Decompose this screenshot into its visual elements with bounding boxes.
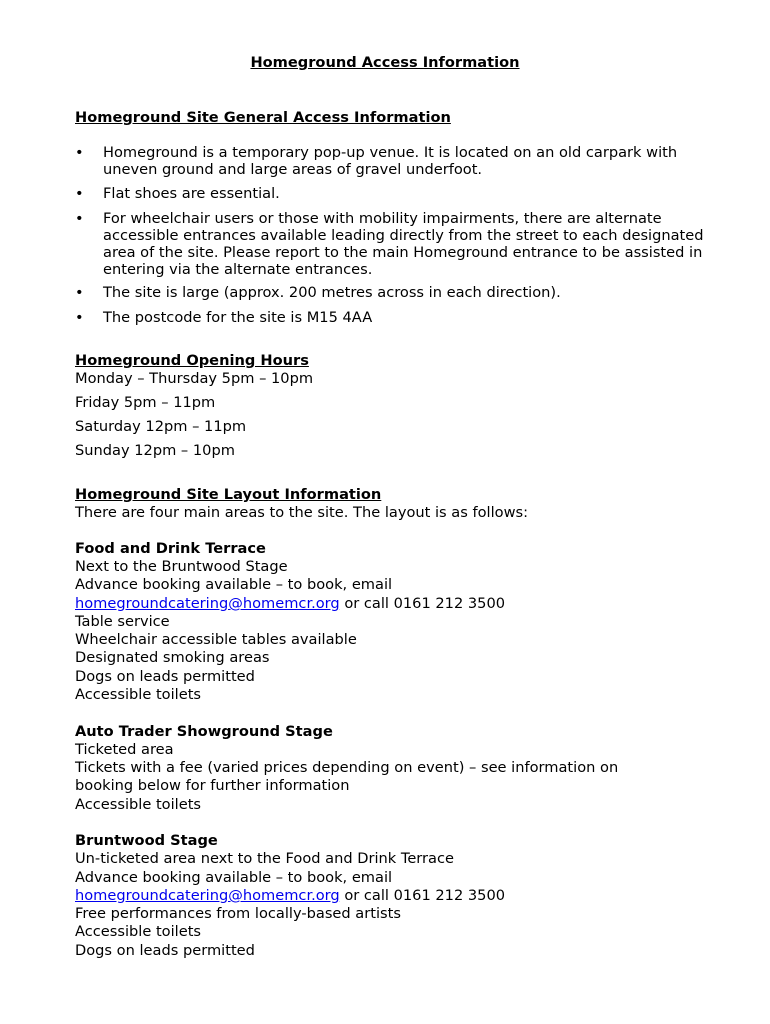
bullet-marker: • — [75, 185, 84, 202]
food-drink-heading: Food and Drink Terrace — [75, 540, 266, 557]
food-line: Next to the Bruntwood Stage — [75, 558, 288, 575]
list-item: The site is large (approx. 200 metres across in each direction). — [103, 284, 561, 301]
bullet-marker: • — [75, 309, 84, 326]
hours-line: Monday – Thursday 5pm – 10pm — [75, 370, 314, 387]
list-item: For wheelchair users or those with mobility impairments, there are alternate accessible entrances available leading directly from the street to each designated area of the site. Please report to the main Homeground entrance to be assisted in entering via the alternate entrances. — [103, 210, 704, 278]
site-layout-heading: Homeground Site Layout Information — [75, 486, 382, 503]
bruntwood-email-line — [75, 887, 505, 905]
autotrader-line: Accessible toilets — [75, 796, 202, 813]
autotrader-heading: Auto Trader Showground Stage — [75, 723, 333, 740]
bruntwood-call-text: or call 0161 212 3500 — [339, 887, 506, 904]
bruntwood-line: Free performances from locally-based artists — [75, 905, 401, 922]
food-line: Table service — [75, 613, 170, 630]
hours-line: Friday 5pm – 11pm — [75, 394, 216, 411]
autotrader-line: Ticketed area — [75, 741, 174, 758]
food-line: Accessible toilets — [75, 686, 202, 703]
list-item: Homeground is a temporary pop-up venue. It is located on an old carpark with uneven ground and large areas of gravel underfoot. — [103, 144, 678, 178]
general-access-heading: Homeground Site General Access Information — [75, 109, 451, 126]
hours-line: Sunday 12pm – 10pm — [75, 442, 235, 459]
bruntwood-line: Advance booking available – to book, email — [75, 869, 393, 886]
food-line: Wheelchair accessible tables available — [75, 631, 357, 648]
food-email-line — [75, 595, 505, 613]
bruntwood-line: Un-ticketed area next to the Food and Drink Terrace — [75, 850, 455, 867]
bruntwood-email-link[interactable]: homegroundcatering@homemcr.org — [75, 887, 340, 904]
food-email-link[interactable]: homegroundcatering@homemcr.org — [75, 595, 340, 612]
food-call-text: or call 0161 212 3500 — [339, 595, 506, 612]
food-line: Advance booking available – to book, email — [75, 576, 393, 593]
list-item: The postcode for the site is M15 4AA — [103, 309, 373, 326]
bullet-marker: • — [75, 284, 84, 301]
bullet-marker: • — [75, 144, 84, 161]
food-line: Designated smoking areas — [75, 649, 270, 666]
autotrader-line: Tickets with a fee (varied prices depending on event) – see information on — [75, 759, 619, 776]
site-layout-intro: There are four main areas to the site. The layout is as follows: — [75, 504, 529, 521]
bullet-marker: • — [75, 210, 84, 227]
opening-hours-heading: Homeground Opening Hours — [75, 352, 309, 369]
hours-line: Saturday 12pm – 11pm — [75, 418, 247, 435]
bruntwood-line: Accessible toilets — [75, 923, 202, 940]
autotrader-line: booking below for further information — [75, 777, 350, 794]
list-item: Flat shoes are essential. — [103, 185, 280, 202]
bruntwood-line: Dogs on leads permitted — [75, 942, 255, 959]
document-title: Homeground Access Information — [250, 54, 520, 71]
bruntwood-heading: Bruntwood Stage — [75, 832, 218, 849]
food-line: Dogs on leads permitted — [75, 668, 255, 685]
